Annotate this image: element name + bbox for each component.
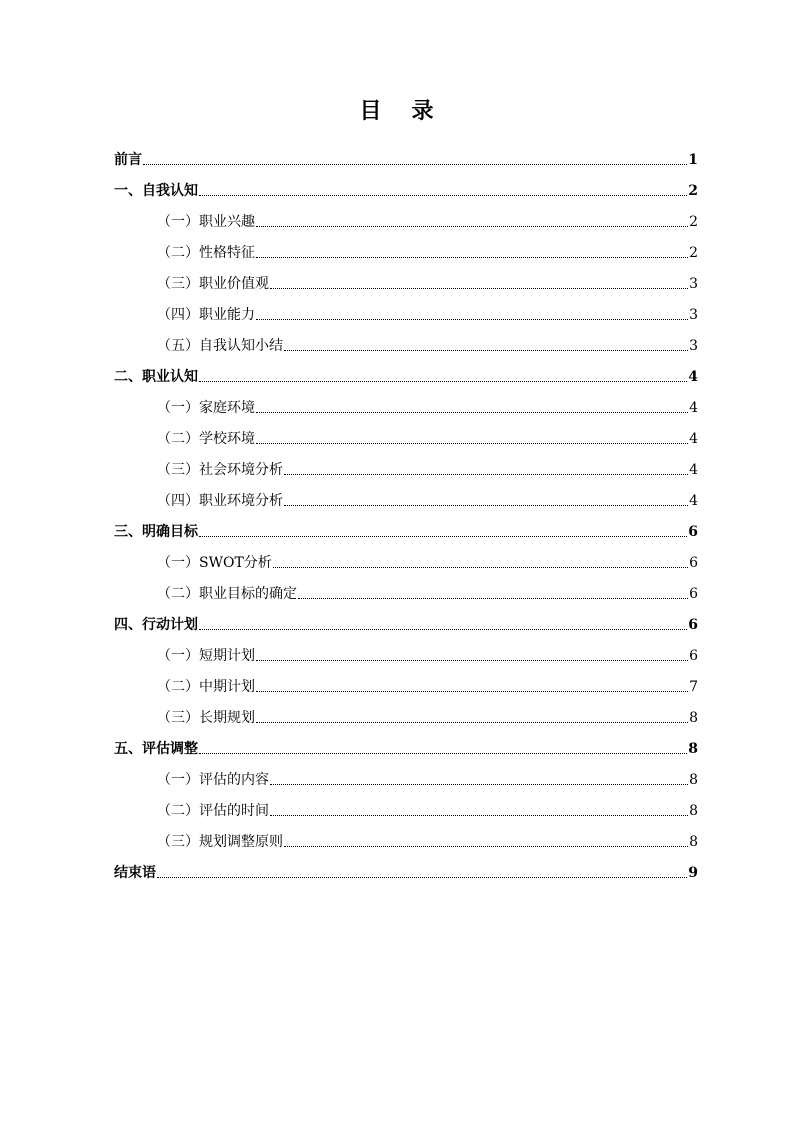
- toc-dot-leader: [256, 660, 688, 661]
- toc-entry-title: （一）职业兴趣: [157, 214, 255, 230]
- toc-dot-leader: [270, 784, 688, 785]
- toc-page-number: 3: [689, 276, 698, 292]
- toc-dot-leader: [256, 412, 688, 413]
- toc-page-number: 2: [689, 214, 698, 230]
- toc-dot-leader: [199, 753, 687, 754]
- toc-dot-leader: [143, 164, 687, 165]
- toc-dot-leader: [273, 567, 688, 568]
- toc-section-entry[interactable]: [114, 483, 698, 514]
- toc-section-entry[interactable]: [114, 576, 698, 607]
- toc-title: [0, 94, 793, 125]
- toc-section-entry[interactable]: [114, 328, 698, 359]
- toc-section-entry[interactable]: [114, 390, 698, 421]
- toc-entry-title: 结束语: [114, 865, 156, 881]
- toc-section-entry[interactable]: [114, 266, 698, 297]
- toc-page-number: 6: [689, 648, 698, 664]
- toc-section-entry[interactable]: [114, 452, 698, 483]
- toc-entry-title: 一、自我认知: [114, 183, 198, 199]
- toc-dot-leader: [199, 195, 687, 196]
- toc-entry-title: （三）职业价值观: [157, 276, 269, 292]
- toc-entry-title: 五、评估调整: [114, 741, 198, 757]
- toc-entry-title: （二）性格特征: [157, 245, 255, 261]
- toc-page-number: 4: [689, 431, 698, 447]
- toc-dot-leader: [298, 598, 688, 599]
- toc-page-number: 1: [688, 152, 698, 168]
- toc-dot-leader: [284, 846, 688, 847]
- toc-section-entry[interactable]: [114, 669, 698, 700]
- toc-title-char-2: 录: [411, 98, 434, 124]
- toc-section-entry[interactable]: [114, 793, 698, 824]
- toc-page-number: 8: [689, 834, 698, 850]
- toc-entry-title: （一）短期计划: [157, 648, 255, 664]
- toc-section-entry[interactable]: [114, 638, 698, 669]
- toc-dot-leader: [256, 443, 688, 444]
- toc-chapter-entry[interactable]: [114, 359, 698, 390]
- toc-chapter-entry[interactable]: [114, 142, 698, 173]
- toc-page-number: 4: [689, 493, 698, 509]
- toc-section-entry[interactable]: [114, 762, 698, 793]
- toc-list: [114, 142, 698, 886]
- toc-dot-leader: [256, 257, 688, 258]
- toc-section-entry[interactable]: [114, 204, 698, 235]
- toc-dot-leader: [157, 877, 687, 878]
- toc-section-entry[interactable]: [114, 824, 698, 855]
- toc-page-number: 6: [688, 524, 698, 540]
- toc-page-number: 8: [688, 741, 698, 757]
- toc-page-number: 6: [689, 586, 698, 602]
- toc-chapter-entry[interactable]: [114, 607, 698, 638]
- toc-entry-title: （一）家庭环境: [157, 400, 255, 416]
- toc-section-entry[interactable]: [114, 235, 698, 266]
- toc-entry-title: （一）评估的内容: [157, 772, 269, 788]
- toc-section-entry[interactable]: [114, 297, 698, 328]
- toc-title-char-1: 目: [359, 98, 382, 124]
- toc-entry-title: （三）长期规划: [157, 710, 255, 726]
- toc-page-number: 3: [689, 307, 698, 323]
- toc-dot-leader: [284, 350, 688, 351]
- toc-dot-leader: [199, 381, 687, 382]
- toc-chapter-entry[interactable]: [114, 173, 698, 204]
- toc-page-number: 8: [689, 772, 698, 788]
- toc-dot-leader: [270, 815, 688, 816]
- toc-page-number: 4: [688, 369, 698, 385]
- toc-dot-leader: [199, 536, 687, 537]
- toc-section-entry[interactable]: [114, 545, 698, 576]
- toc-entry-title: 三、明确目标: [114, 524, 198, 540]
- toc-dot-leader: [199, 629, 687, 630]
- toc-dot-leader: [284, 505, 688, 506]
- toc-section-entry[interactable]: [114, 421, 698, 452]
- toc-dot-leader: [256, 722, 688, 723]
- toc-dot-leader: [256, 691, 688, 692]
- toc-page-number: 4: [689, 400, 698, 416]
- toc-entry-title: （二）评估的时间: [157, 803, 269, 819]
- toc-section-entry[interactable]: [114, 700, 698, 731]
- toc-page-number: 8: [689, 710, 698, 726]
- toc-entry-title: （三）社会环境分析: [157, 462, 283, 478]
- toc-dot-leader: [284, 474, 688, 475]
- toc-entry-title: 前言: [114, 152, 142, 168]
- toc-chapter-entry[interactable]: [114, 731, 698, 762]
- toc-entry-title: 二、职业认知: [114, 369, 198, 385]
- toc-dot-leader: [270, 288, 688, 289]
- toc-page-number: 3: [689, 338, 698, 354]
- toc-entry-title: （三）规划调整原则: [157, 834, 283, 850]
- toc-chapter-entry[interactable]: [114, 855, 698, 886]
- toc-page-number: 7: [689, 679, 698, 695]
- toc-entry-title: （二）学校环境: [157, 431, 255, 447]
- toc-page-number: 6: [689, 555, 698, 571]
- toc-entry-title: （四）职业能力: [157, 307, 255, 323]
- toc-page-number: 9: [688, 865, 698, 881]
- toc-chapter-entry[interactable]: [114, 514, 698, 545]
- toc-dot-leader: [256, 319, 688, 320]
- toc-entry-title: （二）中期计划: [157, 679, 255, 695]
- toc-entry-title: （四）职业环境分析: [157, 493, 283, 509]
- toc-entry-title: （一）SWOT分析: [157, 555, 272, 571]
- toc-page-number: 2: [688, 183, 698, 199]
- toc-entry-title: （二）职业目标的确定: [157, 586, 297, 602]
- toc-page-number: 2: [689, 245, 698, 261]
- toc-page-number: 4: [689, 462, 698, 478]
- toc-page-number: 6: [688, 617, 698, 633]
- toc-dot-leader: [256, 226, 688, 227]
- toc-page-number: 8: [689, 803, 698, 819]
- toc-entry-title: 四、行动计划: [114, 617, 198, 633]
- toc-entry-title: （五）自我认知小结: [157, 338, 283, 354]
